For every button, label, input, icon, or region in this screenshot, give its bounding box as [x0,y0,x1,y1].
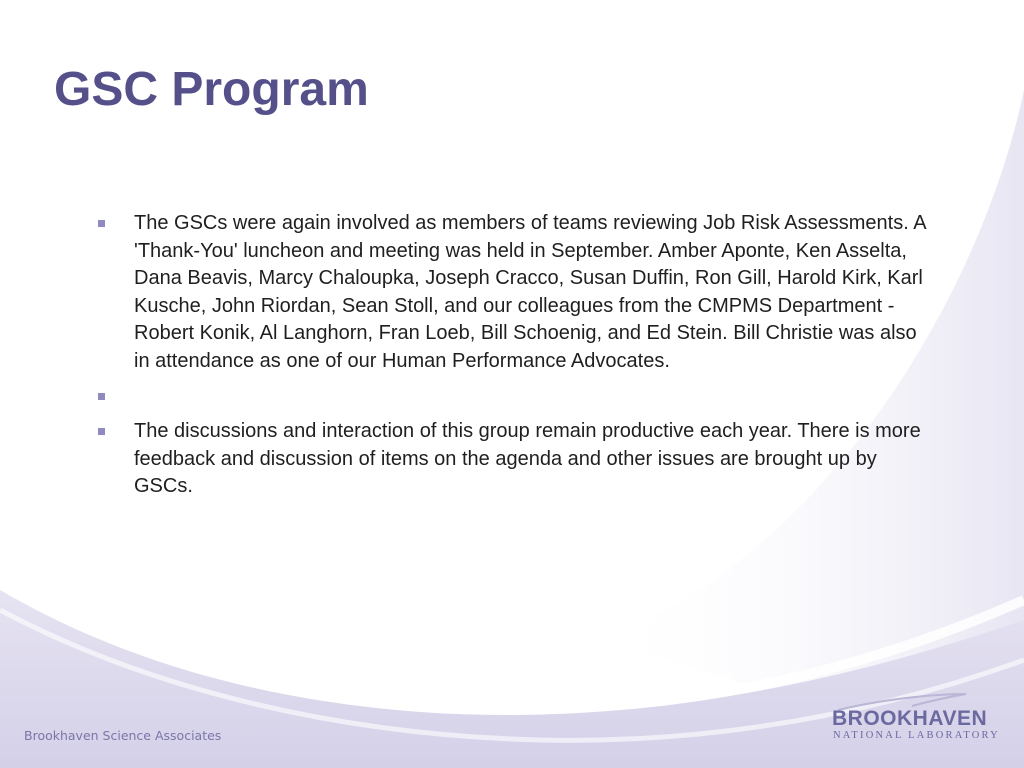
bullet-list [96,210,936,509]
logo-subtitle: NATIONAL LABORATORY [833,730,1000,741]
square-bullet-icon [98,220,105,227]
bullet-item [96,210,936,375]
slide-title: GSC Program [54,63,369,116]
bullet-text: The GSCs were again involved as members of teams reviewing Job Risk Assessments. A 'Thank-You' luncheon and meeting was held in September. Amber Aponte, Ken Asselta, Dana Beavis, Marcy Chaloupka, Joseph Cracco, Susan Duffin, Ron Gill, Harold Kirk, Karl Kusche, John Riordan, Sean Stoll, and our colleagues from the CMPMS Department - Robert Konik, Al Langhorn, Fran Loeb, Bill Schoenig, and Ed Stein. Bill Christie was also in attendance as one of our Human Performance Advocates. [134,212,926,372]
square-bullet-icon [98,428,105,435]
brookhaven-logo [830,690,1005,748]
bullet-text: The discussions and interaction of this group remain productive each year. There is more feedback and discussion of items on the agenda and other issues are brought up by GSCs. [134,420,921,497]
bullet-item [96,418,936,501]
logo-name: BROOKHAVEN [832,707,988,730]
square-bullet-icon [98,393,105,400]
bullet-item-empty [96,383,936,410]
footer-organization: Brookhaven Science Associates [24,728,222,743]
